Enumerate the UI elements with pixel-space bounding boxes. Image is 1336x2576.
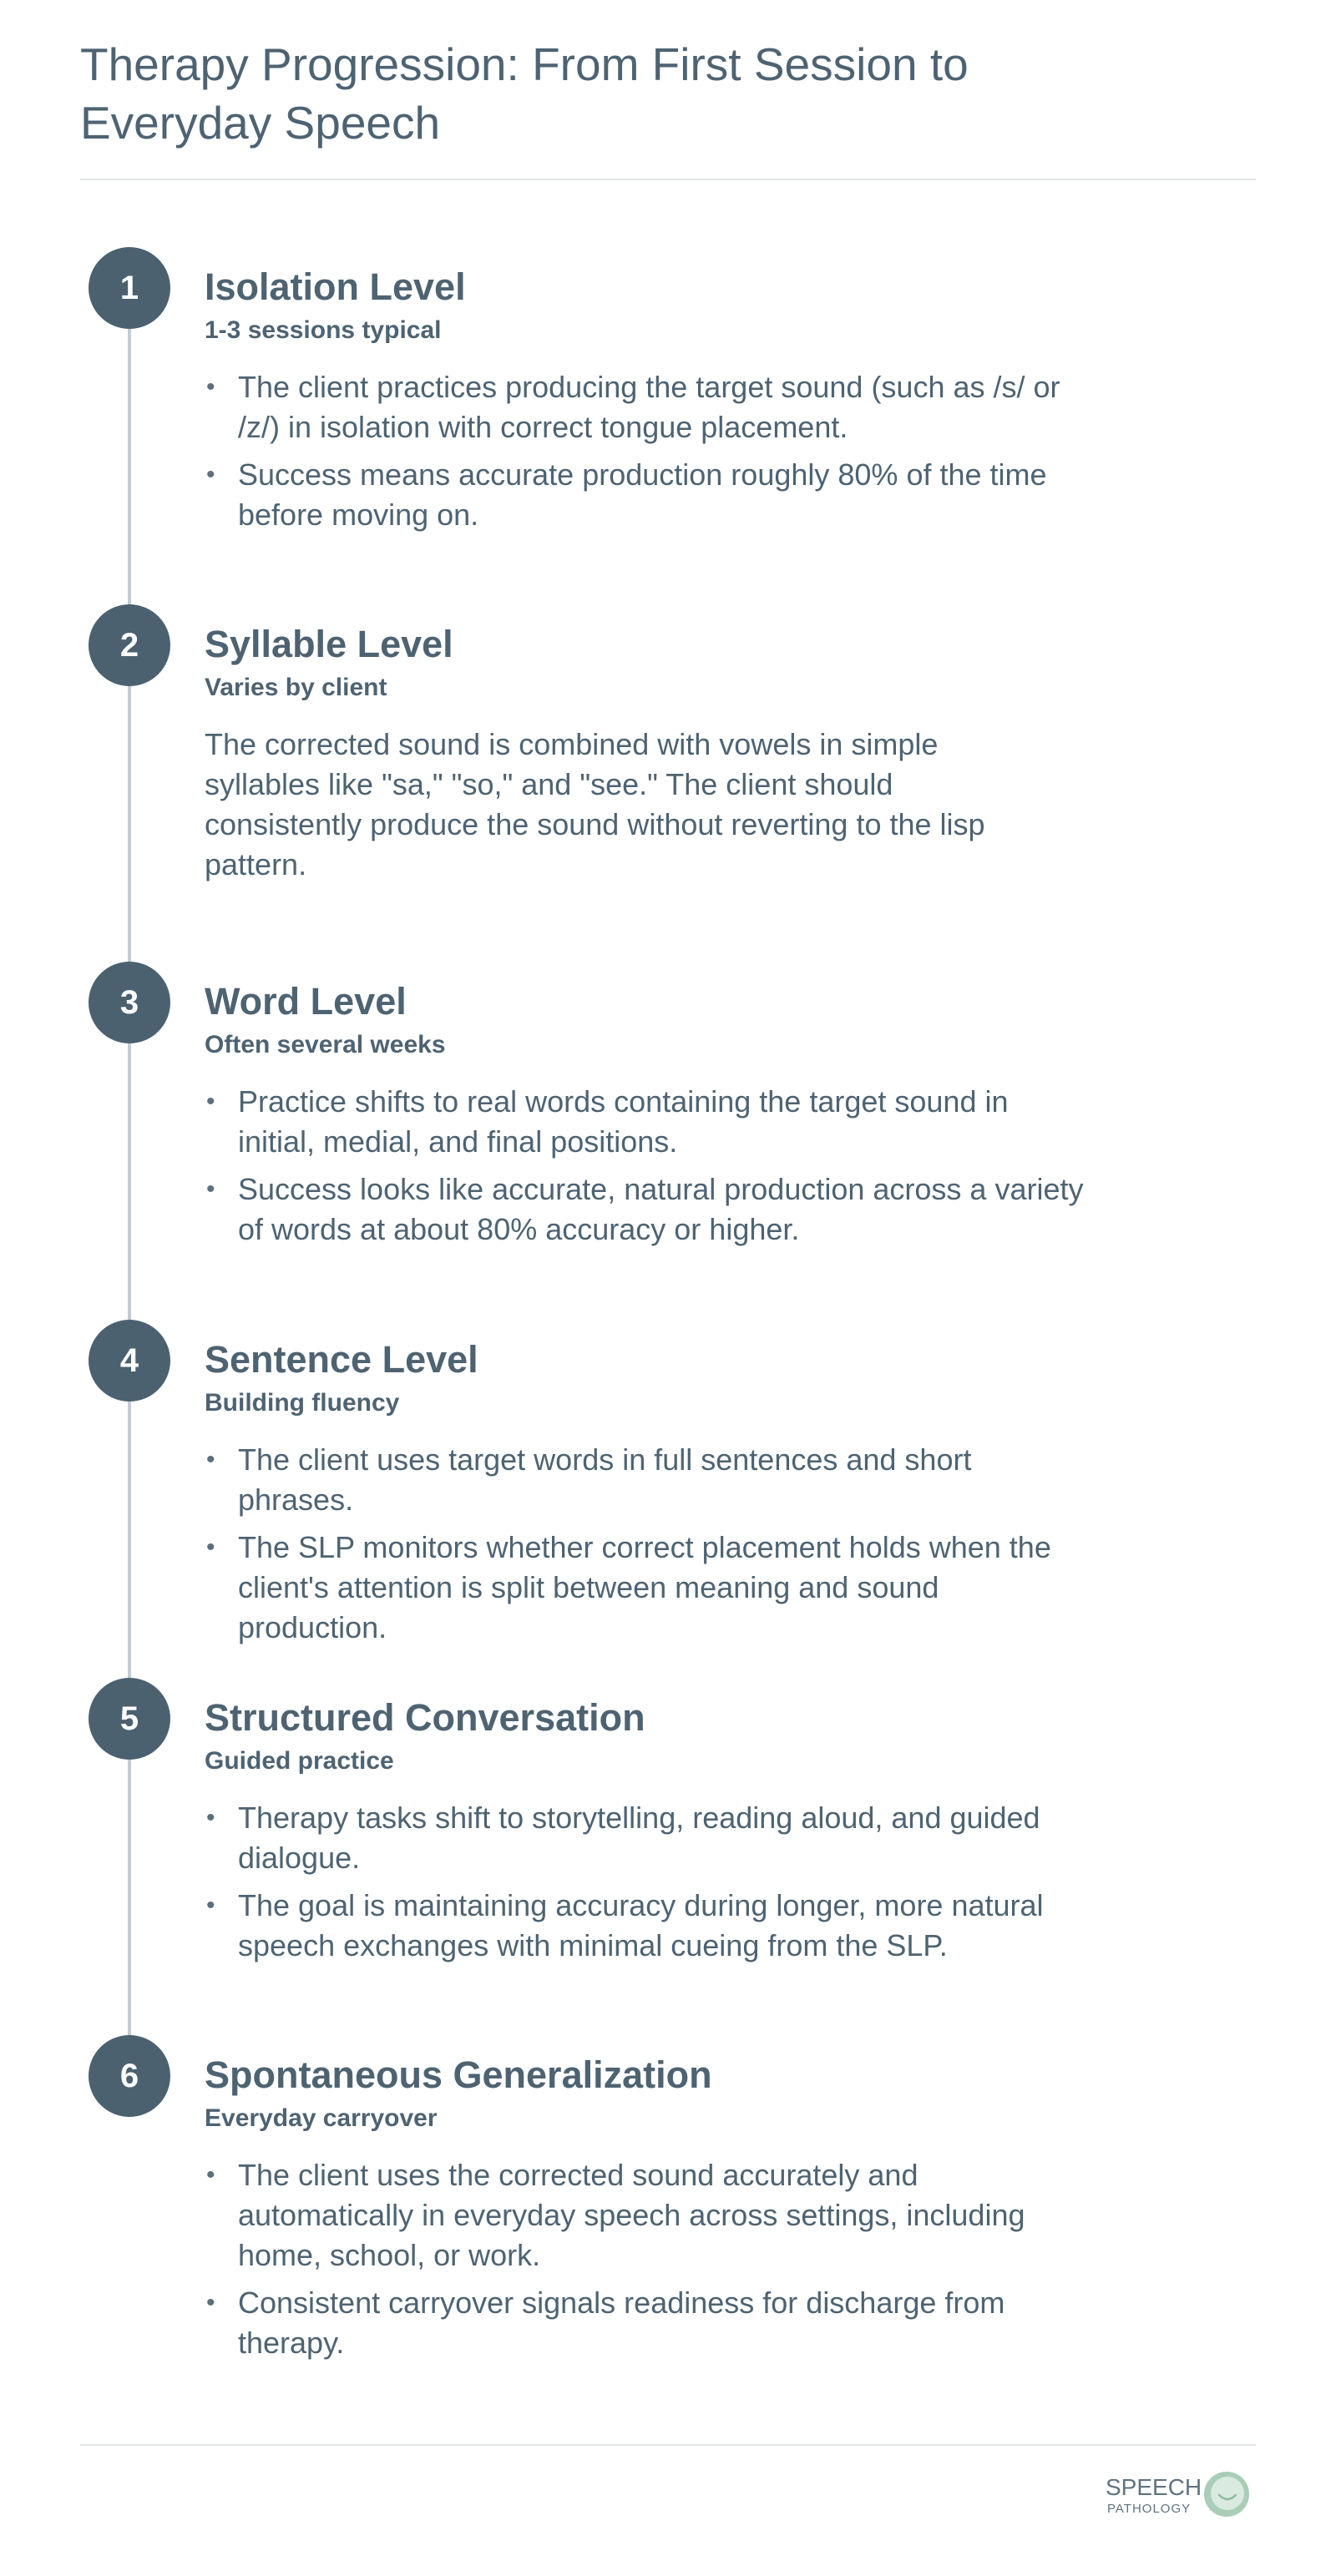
- logo-word-speech: SPEECH: [1106, 2474, 1202, 2500]
- step-subtitle: Guided practice: [205, 1747, 394, 1775]
- bullet-item: • The client practices producing the target sound (such as /s/ or /z/) in isolation with correct tongue placement.: [205, 367, 1090, 447]
- step-body: [205, 1695, 1056, 1973]
- step-title: Syllable Level: [205, 623, 453, 665]
- step-number-badge: 1: [89, 247, 170, 329]
- step-title: Structured Conversation: [205, 1696, 645, 1739]
- speech-pathology-logo: [1106, 2467, 1256, 2526]
- step-body: [205, 978, 1084, 1257]
- bullet-item: • The client uses target words in full sentences and short phrases.: [205, 1440, 1090, 1520]
- step-body: [205, 621, 1056, 885]
- footer-divider: [80, 2444, 1256, 2446]
- step-title: Sentence Level: [205, 1338, 478, 1381]
- logo-word-pathology: PATHOLOGY: [1107, 2502, 1192, 2516]
- bullet-item: • Success means accurate production roughly 80% of the time before moving on.: [205, 455, 1090, 535]
- step-number-badge: 2: [89, 604, 170, 686]
- bullet-item: • The SLP monitors whether correct placement holds when the client's attention is split between meaning and sound production.: [205, 1528, 1090, 1648]
- step-subtitle: Varies by client: [205, 674, 387, 701]
- step-body: [205, 264, 1060, 543]
- step-bullet-list: [205, 1082, 1090, 1250]
- step-bullet-list: [205, 1798, 1090, 1966]
- step-description: The corrected sound is combined with vowels in simple syllables like "sa," "so," and "see." The client should consistently produce the sound without reverting to the lisp pattern.: [205, 727, 985, 881]
- speech-bubble-icon: [1201, 2469, 1251, 2519]
- bullet-item: • The goal is maintaining accuracy during longer, more natural speech exchanges with minimal cueing from the SLP.: [205, 1886, 1090, 1966]
- step-bullet-list: [205, 367, 1090, 535]
- page-title: Therapy Progression: From First Session to Everyday Speech: [80, 38, 969, 149]
- step-number-badge: 6: [89, 2035, 170, 2117]
- step-subtitle: Everyday carryover: [205, 2104, 438, 2132]
- step-number-badge: 5: [89, 1678, 170, 1760]
- bullet-item: • Therapy tasks shift to storytelling, reading aloud, and guided dialogue.: [205, 1798, 1090, 1878]
- bullet-item: • Success looks like accurate, natural production across a variety of words at about 80% accuracy or higher.: [205, 1169, 1090, 1250]
- step-title: Spontaneous Generalization: [205, 2053, 712, 2096]
- bullet-item: • Practice shifts to real words containing the target sound in initial, medial, and final positions.: [205, 1082, 1090, 1162]
- step-body: [205, 1336, 1056, 1655]
- step-subtitle: Building fluency: [205, 1389, 400, 1417]
- step-number-badge: 4: [89, 1320, 170, 1402]
- page: [80, 0, 1256, 2576]
- step-subtitle: Often several weeks: [205, 1031, 446, 1058]
- step-title: Isolation Level: [205, 265, 466, 308]
- step-subtitle: 1-3 sessions typical: [205, 316, 442, 344]
- timeline-line: [128, 288, 131, 2083]
- bullet-item: • The client uses the corrected sound accurately and automatically in everyday speech across settings, including home, school, or work.: [205, 2155, 1090, 2275]
- step-bullet-list: [205, 2155, 1090, 2363]
- step-body: [205, 2052, 1056, 2371]
- step-number-badge: 3: [89, 962, 170, 1043]
- step-title: Word Level: [205, 980, 407, 1023]
- title-divider: [80, 179, 1256, 180]
- bullet-item: • Consistent carryover signals readiness for discharge from therapy.: [205, 2283, 1090, 2363]
- step-bullet-list: [205, 1440, 1090, 1648]
